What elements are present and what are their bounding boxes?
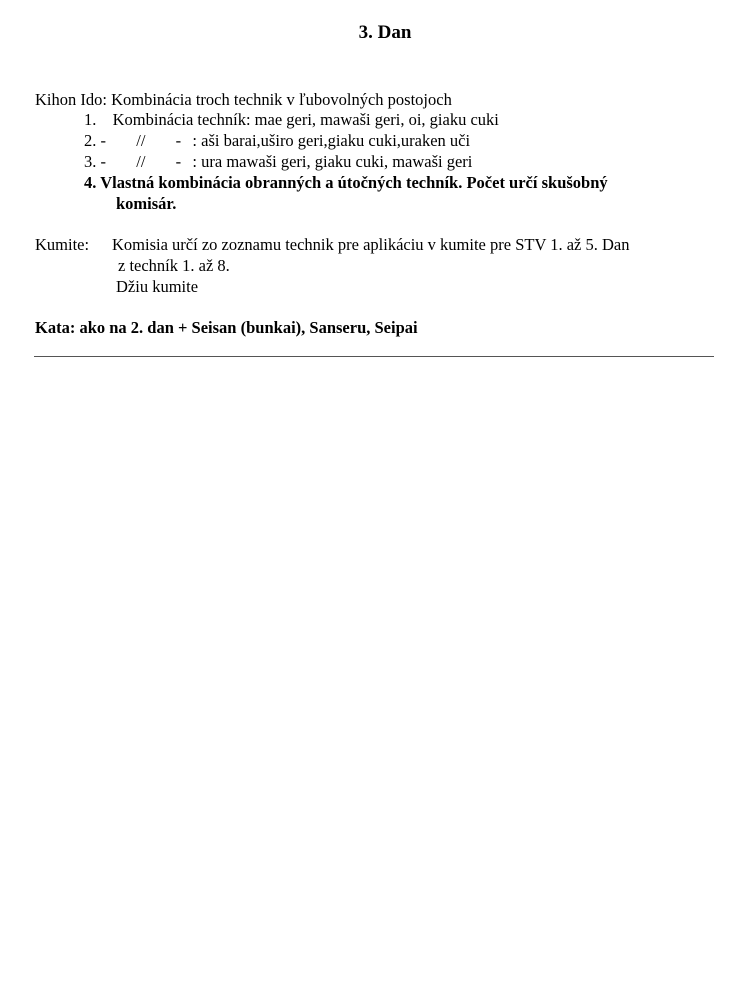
horizontal-rule	[34, 356, 714, 357]
kihon-ido-heading: Kihon Ido: Kombinácia troch technik v ľubovolných postojoch	[35, 90, 452, 109]
item-2-ditto: //	[136, 131, 146, 150]
item-3-number: 3. -	[84, 152, 106, 171]
item-1-text: Kombinácia techník: mae geri, mawaši geri, oi, giaku cuki	[112, 110, 499, 129]
kata-line: Kata: ako na 2. dan + Seisan (bunkai), Sanseru, Seipai	[35, 318, 418, 337]
kihon-ido-item-4-line-2: komisár.	[116, 194, 177, 213]
page-title: 3. Dan	[358, 22, 412, 43]
item-3-text: : ura mawaši geri, giaku cuki, mawaši geri	[192, 152, 473, 171]
kumite-line-2: z techník 1. až 8.	[118, 256, 230, 275]
item-1-number: 1.	[84, 110, 97, 129]
kumite-label: Kumite:	[35, 235, 90, 254]
kihon-ido-item-3	[84, 152, 472, 172]
kihon-ido-item-1	[84, 110, 499, 130]
item-2-number: 2. -	[84, 131, 106, 150]
item-3-dash: -	[175, 152, 182, 171]
item-3-ditto: //	[136, 152, 146, 171]
item-2-dash: -	[175, 131, 182, 150]
item-2-text: : aši barai,uširo geri,giaku cuki,uraken uči	[192, 131, 471, 150]
kihon-ido-item-4-line-1: 4. Vlastná kombinácia obranných a útočných techník. Počet určí skušobný	[84, 173, 608, 192]
kumite-line-1: Komisia určí zo zoznamu technik pre aplikáciu v kumite pre STV 1. až 5. Dan	[112, 235, 630, 254]
kumite-line-3: Džiu kumite	[116, 277, 199, 296]
kihon-ido-item-2	[84, 131, 470, 151]
